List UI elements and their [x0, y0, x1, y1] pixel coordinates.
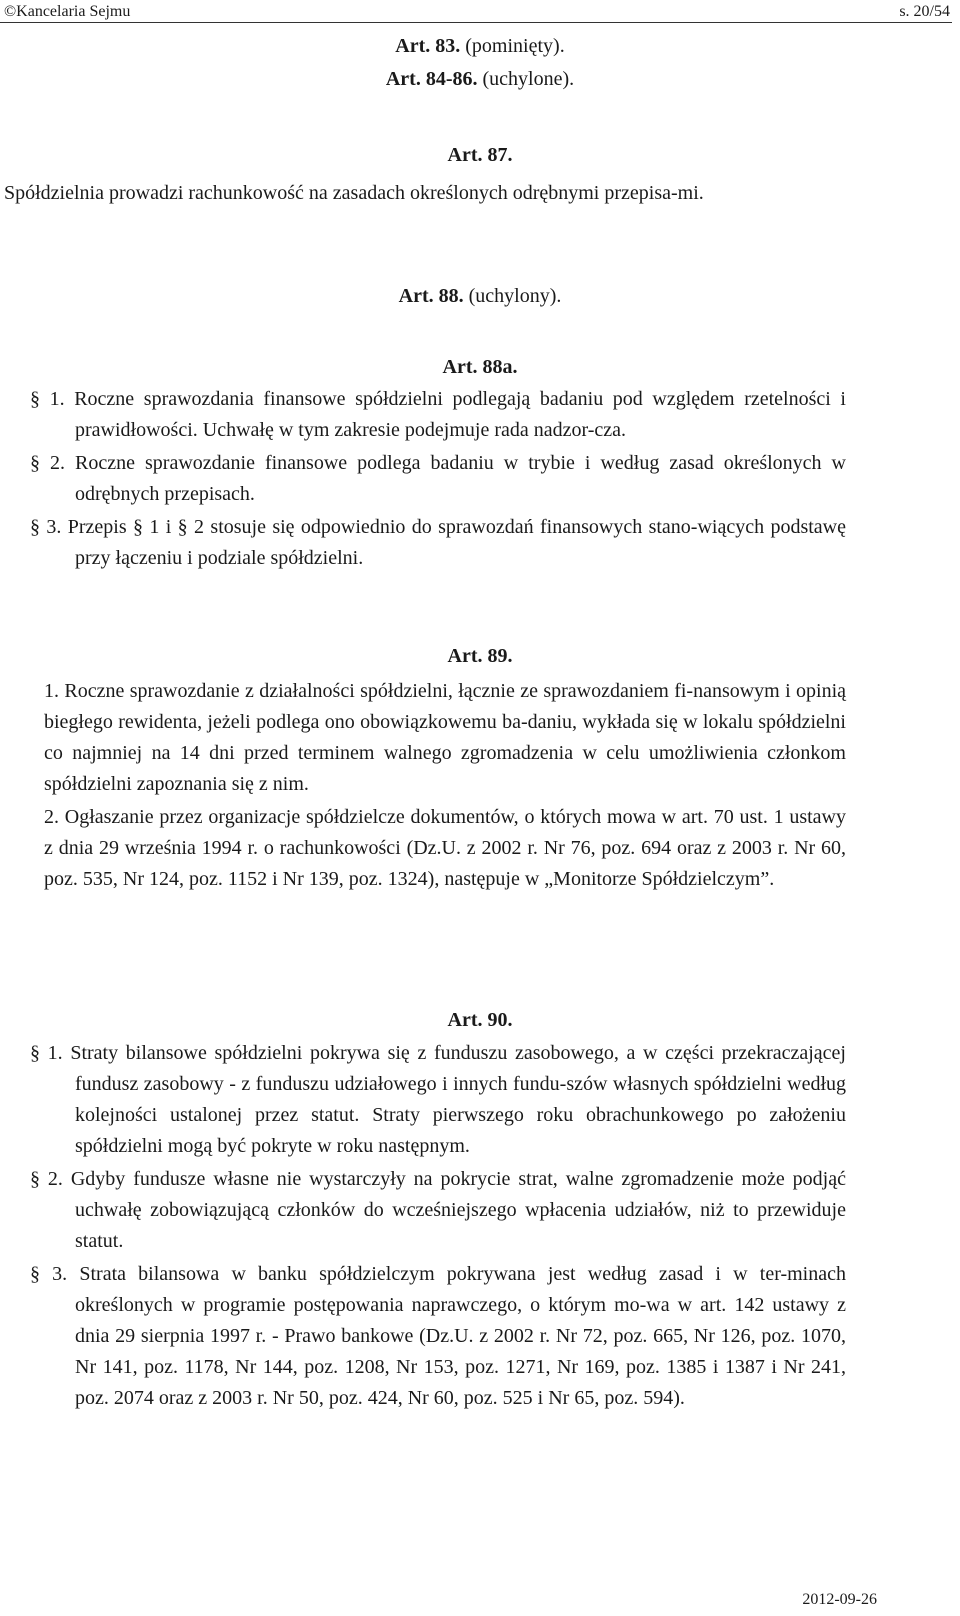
- art-88a-number: Art. 88a.: [442, 356, 518, 378]
- art-89-point-1: 1. Roczne sprawozdanie z działalności spółdzielni, łącznie ze sprawozdaniem fi-nansowym i opinią biegłego rewidenta, jeżeli podlega ono obowiązkowemu ba-daniu, wykłada się w lokalu spółdzielni co najmniej na 14 dni przed terminem walnego zgromadzenia w celu umożliwienia członkom spółdzielni zapoznania się z nim.: [44, 680, 846, 795]
- art-87-paragraph: Spółdzielnia prowadzi rachunkowość na zasadach określonych odrębnymi przepisa-mi.: [4, 182, 704, 204]
- art-88a-section-2: § 2. Roczne sprawozdanie finansowe podlega badaniu w trybie i według zasad określonych w odrębnych przepisach.: [30, 452, 846, 505]
- art-87-text: [4, 178, 846, 209]
- art-83-note: (pominięty).: [465, 35, 565, 57]
- art-90-section-3: § 3. Strata bilansowa w banku spółdzielczym pokrywana jest według zasad i w ter-minach określonych w programie postępowania naprawczego, o którym mo-wa w art. 142 ustawy z dnia 29 sierpnia 1997 r. - Prawo bankowe (Dz.U. z 2002 r. Nr 72, poz. 665, Nr 126, poz. 1070, Nr 141, poz. 1178, Nr 144, poz. 1208, Nr 153, poz. 1271, Nr 169, poz. 1385 i 1387 i Nr 241, poz. 2074 oraz z 2003 r. Nr 50, poz. 424, Nr 60, poz. 525 i Nr 65, poz. 594).: [30, 1263, 846, 1409]
- page-number: s. 20/54: [899, 3, 950, 20]
- art-84-86-heading: [0, 64, 960, 94]
- art-87-number: Art. 87.: [447, 144, 513, 166]
- art-88a-heading: [0, 352, 960, 382]
- art-83-number: Art. 83.: [395, 35, 461, 57]
- art-88a-text: [30, 384, 846, 574]
- art-89-point-2: 2. Ogłaszanie przez organizacje spółdzielcze dokumentów, o których mowa w art. 70 ust. 1 ustawy z dnia 29 września 1994 r. o rachunkowości (Dz.U. z 2002 r. Nr 76, poz. 694 oraz z 2003 r. Nr 60, poz. 535, Nr 124, poz. 1152 i Nr 139, poz. 1324), następuje w „Monitorze Spółdzielczym”.: [44, 806, 846, 890]
- art-90-number: Art. 90.: [447, 1009, 513, 1031]
- art-84-86-note: (uchylone).: [482, 68, 575, 90]
- art-89-heading: [0, 641, 960, 671]
- header-divider: [0, 22, 952, 23]
- art-88-number: Art. 88.: [398, 285, 464, 307]
- art-84-86-number: Art. 84-86.: [385, 68, 478, 90]
- art-87-heading: [0, 140, 960, 170]
- art-90-section-2: § 2. Gdyby fundusze własne nie wystarczyły na pokrycie strat, walne zgromadzenie może podjąć uchwałę zobowiązującą członków do wcześniejszego wpłacenia udziałów, niż to przewiduje statut.: [30, 1168, 846, 1252]
- art-90-text: [30, 1038, 846, 1414]
- art-83-heading: [0, 31, 960, 61]
- page-date: 2012-09-26: [802, 1591, 877, 1608]
- art-89-text: [44, 676, 846, 895]
- art-88a-section-3: § 3. Przepis § 1 i § 2 stosuje się odpowiednio do sprawozdań finansowych stano-wiących podstawę przy łączeniu i podziale spółdzielni.: [30, 516, 846, 569]
- art-89-number: Art. 89.: [447, 645, 513, 667]
- art-88-heading: [0, 281, 960, 311]
- art-90-section-1: § 1. Straty bilansowe spółdzielni pokrywa się z funduszu zasobowego, a w części przekraczającej fundusz zasobowy - z funduszu udziałowego i innych fundu-szów własnych spółdzielni według kolejności ustalonej przez statut. Straty pierwszego roku obrachunkowego po założeniu spółdzielni mogą być pokryte w roku następnym.: [30, 1042, 846, 1157]
- art-88-note: (uchylony).: [468, 285, 562, 307]
- art-90-heading: [0, 1005, 960, 1035]
- art-88a-section-1: § 1. Roczne sprawozdania finansowe spółdzielni podlegają badaniu pod względem rzetelności i prawidłowości. Uchwałę w tym zakresie podejmuje rada nadzor-cza.: [30, 388, 846, 441]
- copyright-label: ©Kancelaria Sejmu: [4, 3, 131, 20]
- page-header: [0, 0, 960, 22]
